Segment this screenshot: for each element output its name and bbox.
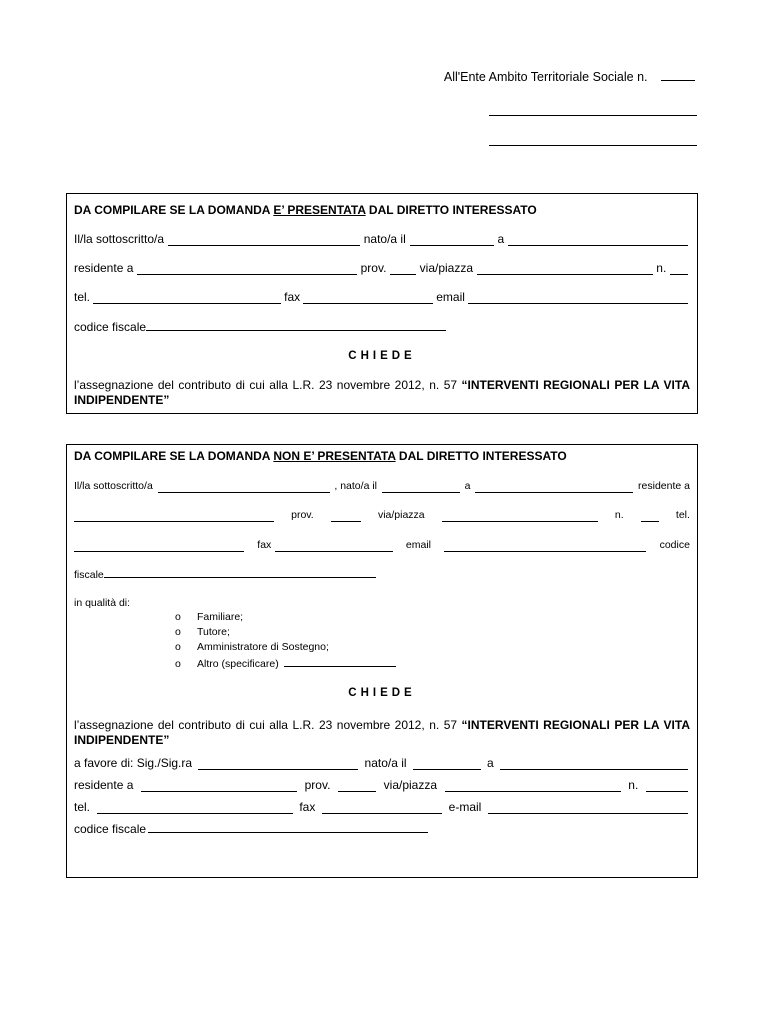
label-fax2: fax bbox=[299, 800, 316, 814]
tel-field[interactable] bbox=[93, 293, 281, 304]
label-tel2: tel. bbox=[74, 800, 91, 814]
option-familiare[interactable] bbox=[175, 611, 243, 623]
section1-row-residence bbox=[74, 261, 690, 275]
label-a: a bbox=[497, 232, 505, 246]
para-text: l’assegnazione del contributo di cui alla L.R. 23 novembre 2012, n. 57 bbox=[74, 718, 462, 732]
bullet-icon: o bbox=[175, 611, 181, 623]
fax-field[interactable] bbox=[275, 541, 393, 552]
label-n2: n. bbox=[628, 778, 639, 792]
section1-chiede: CHIEDE bbox=[348, 350, 416, 362]
para-text: l’assegnazione del contributo di cui alla L.R. 23 novembre 2012, n. 57 bbox=[74, 378, 462, 392]
beneficiary-prov-field[interactable] bbox=[338, 781, 376, 792]
section2-heading bbox=[74, 449, 690, 463]
section1-row-cf bbox=[74, 320, 690, 334]
beneficiary-birthplace-field[interactable] bbox=[500, 759, 688, 770]
beneficiary-cf-field[interactable] bbox=[148, 822, 428, 833]
bullet-icon: o bbox=[175, 626, 181, 638]
label-sottoscritto: Il/la sottoscritto/a bbox=[74, 232, 165, 246]
prov-field[interactable] bbox=[331, 511, 361, 522]
heading-underlined: NON E’ PRESENTATA bbox=[273, 449, 396, 463]
para-bold: “INTERVENTI REGIONALI PER LA VITA INDIPENDENTE” bbox=[74, 378, 690, 407]
section-other-applicant bbox=[66, 444, 698, 878]
section2-paragraph bbox=[74, 718, 690, 748]
label-via2: via/piazza bbox=[383, 778, 438, 792]
prov-field[interactable] bbox=[390, 264, 416, 275]
section1-heading bbox=[74, 203, 690, 217]
section1-row-contact bbox=[74, 290, 690, 304]
section-self-applicant bbox=[66, 193, 698, 414]
label-nato2: nato/a il bbox=[364, 756, 407, 770]
label-sottoscritto: Il/la sottoscritto/a bbox=[74, 480, 153, 492]
birthdate-field[interactable] bbox=[410, 235, 494, 246]
beneficiary-name-field[interactable] bbox=[198, 759, 358, 770]
heading-suffix: DAL DIRETTO INTERESSATO bbox=[365, 203, 537, 217]
section2-row-cf bbox=[74, 567, 690, 582]
label-n: n. bbox=[614, 509, 624, 521]
heading-suffix: DAL DIRETTO INTERESSATO bbox=[395, 449, 567, 463]
section2-row-favore bbox=[74, 756, 690, 770]
ambito-number-field[interactable] bbox=[661, 70, 695, 81]
option-label: Altro (specificare) bbox=[197, 658, 279, 670]
label-a: a bbox=[464, 480, 471, 492]
label-nato: , nato/a il bbox=[334, 480, 377, 492]
section2-row-residence2 bbox=[74, 778, 690, 792]
section2-row-contact2 bbox=[74, 800, 690, 814]
label-via: via/piazza bbox=[419, 261, 474, 275]
heading-prefix: DA COMPILARE SE LA DOMANDA bbox=[74, 203, 274, 217]
para-bold: “INTERVENTI REGIONALI PER LA VITA INDIPENDENTE” bbox=[74, 718, 690, 747]
label-residente: residente a bbox=[74, 261, 134, 275]
label-tel: tel. bbox=[675, 509, 690, 521]
number-field[interactable] bbox=[670, 264, 688, 275]
street-field[interactable] bbox=[442, 511, 598, 522]
cf-field[interactable] bbox=[104, 567, 376, 578]
residence-field[interactable] bbox=[137, 264, 357, 275]
address-line-2[interactable] bbox=[489, 115, 697, 116]
label-nato: nato/a il bbox=[363, 232, 406, 246]
fax-field[interactable] bbox=[303, 293, 433, 304]
label-a2: a bbox=[487, 756, 494, 770]
label-fax: fax bbox=[284, 290, 301, 304]
label-prov2: prov. bbox=[304, 778, 331, 792]
label-residente2: residente a bbox=[74, 778, 134, 792]
beneficiary-fax-field[interactable] bbox=[322, 803, 442, 814]
heading-underlined: E’ PRESENTATA bbox=[273, 203, 366, 217]
label-cf2: codice fiscale bbox=[74, 822, 147, 836]
street-field[interactable] bbox=[477, 264, 653, 275]
beneficiary-email-field[interactable] bbox=[488, 803, 688, 814]
beneficiary-tel-field[interactable] bbox=[97, 803, 293, 814]
cf-field[interactable] bbox=[146, 320, 446, 331]
section1-row-name bbox=[74, 232, 690, 246]
label-residente: residente a bbox=[638, 480, 690, 492]
section2-row-residence bbox=[74, 508, 690, 522]
label-favore: a favore di: Sig./Sig.ra bbox=[74, 756, 193, 770]
email-field[interactable] bbox=[444, 541, 646, 552]
birthplace-field[interactable] bbox=[508, 235, 688, 246]
beneficiary-residence-field[interactable] bbox=[141, 781, 297, 792]
label-email: email bbox=[405, 539, 431, 551]
label-codice: codice bbox=[659, 539, 690, 551]
label-fiscale: fiscale bbox=[74, 569, 104, 581]
number-field[interactable] bbox=[641, 511, 659, 522]
option-amministratore[interactable] bbox=[175, 641, 329, 653]
label-prov: prov. bbox=[291, 509, 314, 521]
address-line-3[interactable] bbox=[489, 145, 697, 146]
label-email2: e-mail bbox=[448, 800, 482, 814]
section2-row-contact bbox=[74, 538, 690, 552]
section2-row-cf2 bbox=[74, 822, 690, 836]
option-label: Amministratore di Sostegno; bbox=[197, 641, 329, 653]
name-field[interactable] bbox=[168, 235, 360, 246]
label-fax: fax bbox=[257, 539, 272, 551]
beneficiary-number-field[interactable] bbox=[646, 781, 688, 792]
birthdate-field[interactable] bbox=[382, 482, 460, 493]
name-field[interactable] bbox=[158, 482, 330, 493]
label-via: via/piazza bbox=[377, 509, 425, 521]
option-label: Familiare; bbox=[197, 611, 244, 623]
email-field[interactable] bbox=[468, 293, 688, 304]
section1-paragraph bbox=[74, 378, 690, 408]
bullet-icon: o bbox=[175, 641, 181, 653]
option-altro[interactable] bbox=[175, 656, 398, 670]
label-tel: tel. bbox=[74, 290, 91, 304]
option-label: Tutore; bbox=[197, 626, 230, 638]
label-prov: prov. bbox=[360, 261, 387, 275]
section2-qualita: in qualità di: bbox=[74, 597, 131, 609]
bullet-icon: o bbox=[175, 658, 181, 670]
option-tutore[interactable] bbox=[175, 626, 230, 638]
heading-prefix: DA COMPILARE SE LA DOMANDA bbox=[74, 449, 274, 463]
label-cf: codice fiscale bbox=[74, 320, 147, 334]
label-email: email bbox=[436, 290, 465, 304]
altro-specify-field[interactable] bbox=[284, 656, 396, 667]
addressee-line bbox=[444, 70, 697, 84]
birthplace-field[interactable] bbox=[475, 482, 633, 493]
beneficiary-street-field[interactable] bbox=[445, 781, 621, 792]
tel-field[interactable] bbox=[74, 541, 244, 552]
label-n: n. bbox=[656, 261, 667, 275]
section2-chiede: CHIEDE bbox=[348, 687, 416, 699]
addressee-text: All'Ente Ambito Territoriale Sociale n. bbox=[443, 70, 648, 84]
beneficiary-birthdate-field[interactable] bbox=[413, 759, 481, 770]
residence-field[interactable] bbox=[74, 511, 274, 522]
section2-row-name bbox=[74, 479, 690, 493]
